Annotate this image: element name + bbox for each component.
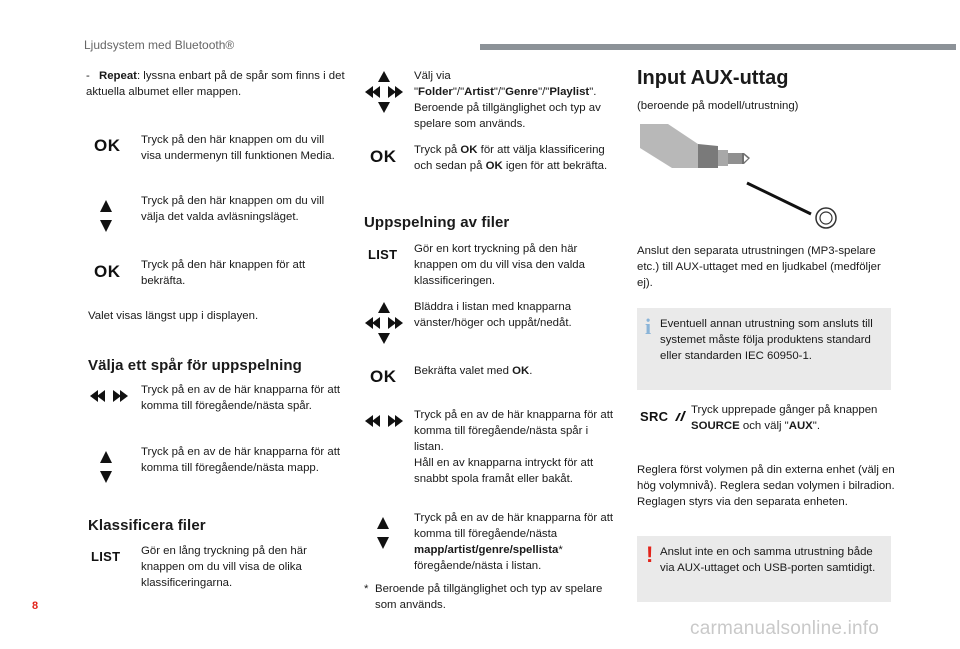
repeat-dash: -: [86, 70, 90, 82]
arrow-down-icon: [100, 220, 112, 232]
list-button-icon: LIST: [368, 247, 398, 262]
four-way-arrows-icon: [363, 70, 405, 114]
section-header-title: Ljudsystem med Bluetooth®: [84, 38, 235, 52]
footnote-text: Beroende på tillgänglighet och typ av spelare som används.: [375, 583, 603, 611]
warning-text: Anslut inte en och samma utrustning både via AUX-uttaget och USB-porten samtidigt.: [660, 546, 876, 574]
folder-prev-next-text: Tryck på en av de här knapparna för att komma till föregående/nästa mapp.: [141, 446, 341, 474]
heading-playback: Uppspelning av filer: [364, 214, 510, 231]
volume-text: Reglera först volymen på din externa enhet (välj en hög volymnivå). Reglera sedan volymen i bilradion. Reglagen styrs via den separata enheten.: [637, 464, 895, 508]
display-note: Valet visas längst upp i displayen.: [88, 310, 259, 322]
page-number: 8: [32, 600, 39, 612]
connect-device-text: Anslut den separata utrustningen (MP3-spelare etc.) till AUX-uttaget med en ljudkabel (medföljer ej).: [637, 245, 881, 289]
arrow-left-icon: [90, 390, 98, 402]
ok-button-icon: OK: [370, 367, 397, 386]
ok-button-icon: OK: [94, 136, 121, 155]
select-mode-text: Tryck på den här knappen om du vill välja det valda avläsningsläget.: [141, 195, 325, 223]
source-aux-text: Tryck upprepade gånger på knappen SOURCE och välj "AUX".: [691, 404, 878, 432]
info-box: [637, 308, 891, 390]
src-label: SRC: [640, 409, 669, 424]
up-down-arrows-icon: [99, 450, 113, 484]
src-icon: [640, 408, 687, 426]
short-press-list-text: Gör en kort tryckning på den här knappen om du vill visa den valda klassificeringen.: [414, 243, 585, 287]
browse-list-text: Bläddra i listan med knapparna vänster/höger och uppåt/nedåt.: [414, 301, 572, 329]
ok-button-icon: OK: [370, 147, 397, 166]
ok-submenu-text: Tryck på den här knappen om du vill visa undermenyn till funktionen Media.: [141, 134, 335, 162]
warning-icon: !: [646, 542, 654, 567]
arrow-right-icon: [113, 390, 121, 402]
repeat-label: Repeat: [98, 70, 137, 82]
choose-classification-text: Välj via "Folder"/"Artist"/"Genre"/"Playlist". Beroende på tillgänglighet och typ av spelare som används.: [414, 70, 601, 130]
left-right-arrows-icon: [89, 389, 129, 403]
footnote-marker: *: [364, 583, 369, 595]
up-down-arrows-icon: [376, 516, 390, 550]
long-press-list-text: Gör en lång tryckning på den här knappen om du vill visa de olika klassificeringarna.: [141, 545, 307, 589]
confirm-text: Tryck på den här knappen för att bekräfta.: [141, 259, 306, 287]
header-bar: [480, 44, 956, 50]
repeat-text: : lyssna enbart på de spår som finns i det aktuella albumet eller mappen.: [86, 70, 345, 98]
arrow-up-icon: [100, 200, 112, 212]
watermark: carmanualsonline.info: [690, 618, 880, 639]
aux-jack-icon: [640, 122, 845, 237]
four-way-arrows-icon: [363, 301, 405, 345]
info-text: Eventuell annan utrustning som ansluts till systemet måste följa produktens standard eller standarden IEC 60950-1.: [660, 318, 873, 362]
list-button-icon: LIST: [91, 549, 121, 564]
left-right-arrows-icon: [364, 414, 404, 428]
confirm-selection-text: Bekräfta valet med OK.: [414, 365, 533, 377]
heading-classify: Klassificera filer: [88, 517, 206, 534]
depends-player-text: Beroende på tillgänglighet och typ av spelare som används.: [414, 102, 601, 130]
folder-artist-text: Tryck på en av de här knapparna för att komma till föregående/nästa mapp/artist/genre/spellista* föregående/nästa i listan.: [414, 512, 614, 572]
heading-aux: Input AUX-uttag: [637, 67, 789, 89]
fast-forward-text: Håll en av knapparna intryckt för att snabbt spola framåt eller bakåt.: [414, 457, 594, 485]
up-down-arrows-icon: [99, 199, 113, 233]
info-icon: i: [645, 314, 652, 339]
heading-select-track: Välja ett spår för uppspelning: [88, 357, 302, 374]
ok-button-icon: OK: [94, 262, 121, 281]
repeat-item: [86, 68, 351, 100]
ok-classify-text: Tryck på OK för att välja klassificering och sedan på OK igen för att bekräfta.: [414, 144, 608, 172]
warning-box: [637, 536, 891, 602]
track-prev-next-text: Tryck på en av de här knapparna för att komma till föregående/nästa spår.: [141, 384, 341, 412]
depends-model-text: (beroende på modell/utrustning): [637, 100, 799, 112]
track-list-text: Tryck på en av de här knapparna för att komma till föregående/nästa spår i listan. Håll en av knapparna intryckt för att snabbt spola framåt eller bakåt.: [414, 409, 614, 485]
